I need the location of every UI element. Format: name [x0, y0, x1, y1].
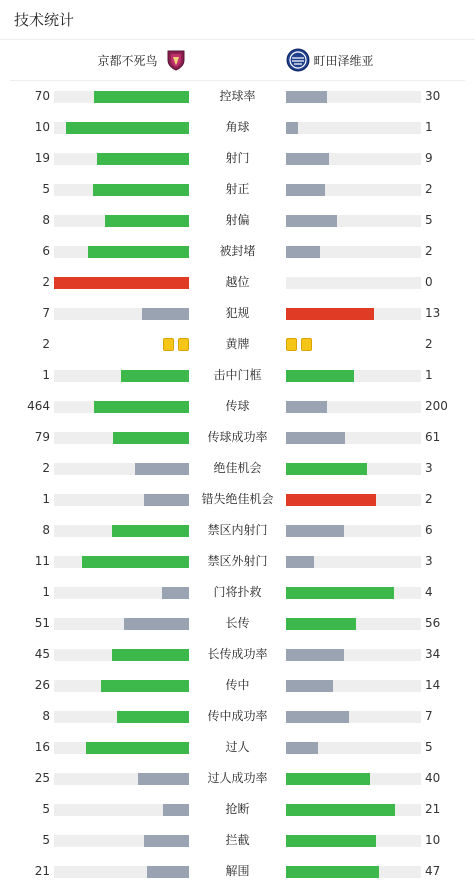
away-stat-value: 61 [425, 430, 441, 444]
home-stat-value: 5 [42, 182, 50, 196]
home-stat-bar-fill [101, 680, 189, 692]
away-stat-value: 56 [425, 616, 441, 630]
away-team [238, 48, 466, 72]
away-stat-bar-fill [286, 835, 376, 847]
home-stat-bar-fill [88, 246, 189, 258]
stat-row [0, 422, 475, 453]
stat-label: 越位 [225, 275, 250, 289]
away-stat-bar-track [286, 525, 421, 537]
stat-label: 传中 [225, 678, 250, 692]
away-stat-bar-fill [286, 122, 298, 134]
home-stat-bar-track [54, 370, 189, 382]
home-stat-bar-fill [124, 618, 189, 630]
home-stat-bar-fill [94, 401, 189, 413]
stat-label: 长传 [225, 616, 250, 630]
stat-label: 解围 [225, 864, 250, 878]
away-yellow-cards [286, 338, 312, 351]
home-stat-bar-fill [144, 835, 189, 847]
away-stat-value: 5 [425, 213, 433, 227]
home-stat-bar-track [54, 711, 189, 723]
teams-row [10, 40, 465, 81]
home-stat-value: 5 [42, 833, 50, 847]
away-stat-bar-track [286, 401, 421, 413]
away-stat-value: 1 [425, 368, 433, 382]
home-stat-bar-fill [142, 308, 189, 320]
stat-row [0, 298, 475, 329]
home-stat-value: 51 [34, 616, 50, 630]
away-stat-value: 14 [425, 678, 441, 692]
home-stat-value: 464 [27, 399, 50, 413]
yellow-card-icon [178, 338, 189, 351]
home-stat-bar-fill [105, 215, 189, 227]
home-stat-bar-track [54, 587, 189, 599]
away-stat-value: 2 [425, 492, 433, 506]
away-stat-bar-fill [286, 742, 318, 754]
stat-row [0, 825, 475, 856]
home-stat-value: 6 [42, 244, 50, 258]
home-stat-bar-track [54, 91, 189, 103]
home-stat-bar-fill [93, 184, 189, 196]
home-stat-value: 8 [42, 523, 50, 537]
away-stat-bar-fill [286, 153, 329, 165]
home-stat-bar-fill [66, 122, 189, 134]
away-stat-bar-track [286, 804, 421, 816]
home-stat-bar-fill [54, 277, 189, 289]
stat-row [0, 670, 475, 701]
home-stat-bar-fill [113, 432, 189, 444]
stat-label: 传中成功率 [207, 709, 268, 723]
stat-row [0, 453, 475, 484]
stat-row [0, 81, 475, 112]
away-stat-value: 1 [425, 120, 433, 134]
home-stat-value: 5 [42, 802, 50, 816]
home-stat-bar-track [54, 401, 189, 413]
home-stat-value: 11 [34, 554, 50, 568]
home-stat-bar-track [54, 525, 189, 537]
stat-row [0, 794, 475, 825]
home-stat-bar-fill [144, 494, 189, 506]
away-stat-value: 4 [425, 585, 433, 599]
home-stat-bar-track [54, 122, 189, 134]
away-stat-bar-fill [286, 618, 356, 630]
away-stat-value: 2 [425, 244, 433, 258]
away-stat-bar-track [286, 711, 421, 723]
home-stat-value: 26 [34, 678, 50, 692]
away-stat-value: 5 [425, 740, 433, 754]
away-stat-bar-track [286, 618, 421, 630]
away-stat-value: 2 [425, 337, 433, 351]
home-stat-bar-fill [162, 587, 189, 599]
home-team-name: 京都不死鸟 [97, 53, 158, 68]
away-stat-bar-fill [286, 432, 345, 444]
home-stat-bar-fill [147, 866, 189, 878]
stat-label: 射偏 [225, 213, 250, 227]
away-stat-bar-track [286, 680, 421, 692]
away-stat-bar-fill [286, 401, 327, 413]
away-stat-bar-track [286, 246, 421, 258]
away-stat-bar-track [286, 215, 421, 227]
away-stat-bar-track [286, 277, 421, 289]
stat-row [0, 112, 475, 143]
home-stat-bar-track [54, 432, 189, 444]
away-stat-bar-fill [286, 91, 327, 103]
stat-label: 过人成功率 [207, 771, 268, 785]
away-stat-bar-track [286, 432, 421, 444]
away-stat-bar-fill [286, 804, 395, 816]
home-stat-bar-track [54, 618, 189, 630]
away-stat-value: 2 [425, 182, 433, 196]
away-stat-bar-fill [286, 866, 379, 878]
home-stat-value: 2 [42, 461, 50, 475]
stat-label: 错失绝佳机会 [201, 492, 274, 506]
home-stat-bar-track [54, 866, 189, 878]
stat-label: 拦截 [225, 833, 250, 847]
home-stat-bar-track [54, 153, 189, 165]
stat-label: 禁区外射门 [207, 554, 268, 568]
home-stat-bar-track [54, 680, 189, 692]
away-stat-bar-track [286, 587, 421, 599]
away-stat-value: 40 [425, 771, 441, 785]
away-stat-bar-track [286, 649, 421, 661]
home-stat-value: 8 [42, 213, 50, 227]
home-stat-value: 21 [34, 864, 50, 878]
home-stat-bar-track [54, 277, 189, 289]
home-stat-value: 25 [34, 771, 50, 785]
away-stat-bar-track [286, 556, 421, 568]
stat-row [0, 856, 475, 887]
away-stat-value: 3 [425, 554, 433, 568]
home-stat-bar-track [54, 773, 189, 785]
stat-row [0, 515, 475, 546]
home-stat-bar-fill [121, 370, 189, 382]
stat-label: 角球 [225, 120, 250, 134]
home-stat-bar-fill [82, 556, 189, 568]
away-stat-bar-track [286, 122, 421, 134]
home-stat-bar-track [54, 556, 189, 568]
home-stat-value: 2 [42, 337, 50, 351]
away-stat-bar-fill [286, 370, 354, 382]
home-yellow-cards [163, 338, 189, 351]
home-team [10, 48, 238, 72]
away-stat-bar-fill [286, 494, 376, 506]
away-stat-bar-track [286, 494, 421, 506]
home-stat-value: 10 [34, 120, 50, 134]
stat-label: 击中门框 [213, 368, 262, 382]
home-stat-bar-fill [112, 525, 189, 537]
away-stat-value: 13 [425, 306, 441, 320]
away-stat-value: 6 [425, 523, 433, 537]
away-stat-value: 10 [425, 833, 441, 847]
stat-label: 抢断 [225, 802, 250, 816]
away-stat-bar-track [286, 153, 421, 165]
home-stat-bar-track [54, 184, 189, 196]
stat-label: 过人 [225, 740, 250, 754]
stat-row [0, 205, 475, 236]
away-stat-bar-track [286, 742, 421, 754]
stat-row [0, 174, 475, 205]
away-stat-bar-fill [286, 556, 314, 568]
stat-row [0, 701, 475, 732]
yellow-card-icon [301, 338, 312, 351]
away-stat-bar-fill [286, 308, 374, 320]
home-stat-bar-fill [135, 463, 189, 475]
home-stat-bar-track [54, 494, 189, 506]
home-stat-value: 45 [34, 647, 50, 661]
stat-label: 射正 [225, 182, 250, 196]
section-title: 技术统计 [14, 11, 75, 29]
stat-row [0, 546, 475, 577]
stat-row [0, 236, 475, 267]
home-stat-bar-fill [112, 649, 189, 661]
home-stat-bar-track [54, 246, 189, 258]
home-stat-bar-fill [117, 711, 189, 723]
home-stat-bar-fill [138, 773, 189, 785]
home-stat-value: 7 [42, 306, 50, 320]
stat-label: 射门 [225, 151, 250, 165]
stat-row [0, 732, 475, 763]
home-stat-value: 79 [34, 430, 50, 444]
home-stat-bar-fill [163, 804, 189, 816]
away-stat-value: 3 [425, 461, 433, 475]
home-stat-bar-track [54, 215, 189, 227]
home-stat-value: 1 [42, 585, 50, 599]
section-header [0, 0, 475, 40]
away-stat-value: 30 [425, 89, 441, 103]
home-stat-value: 70 [34, 89, 50, 103]
home-stat-bar-track [54, 742, 189, 754]
away-stat-bar-track [286, 463, 421, 475]
away-stat-value: 7 [425, 709, 433, 723]
home-stat-bar-track [54, 804, 189, 816]
away-stat-bar-fill [286, 184, 325, 196]
away-stat-bar-fill [286, 246, 320, 258]
home-stat-value: 16 [34, 740, 50, 754]
away-stat-bar-track [286, 184, 421, 196]
away-stat-value: 34 [425, 647, 441, 661]
stat-label: 长传成功率 [207, 647, 268, 661]
stat-label: 犯规 [225, 306, 250, 320]
away-stat-bar-track [286, 370, 421, 382]
away-stat-bar-fill [286, 587, 394, 599]
home-stat-bar-fill [97, 153, 189, 165]
home-stat-bar-track [54, 649, 189, 661]
away-stat-bar-track [286, 866, 421, 878]
stat-row [0, 484, 475, 515]
home-stat-bar-fill [94, 91, 189, 103]
away-stat-bar-track [286, 773, 421, 785]
stat-label: 传球成功率 [207, 430, 268, 444]
home-stat-value: 2 [42, 275, 50, 289]
away-stat-value: 21 [425, 802, 441, 816]
away-stat-value: 200 [425, 399, 448, 413]
stat-row [0, 143, 475, 174]
away-stat-value: 0 [425, 275, 433, 289]
away-stat-value: 47 [425, 864, 441, 878]
stat-label: 禁区内射门 [207, 523, 268, 537]
stat-label: 黄牌 [225, 337, 250, 351]
home-stat-value: 8 [42, 709, 50, 723]
stat-row [0, 391, 475, 422]
stat-label: 门将扑救 [213, 585, 262, 599]
away-stat-bar-track [286, 835, 421, 847]
home-stat-value: 1 [42, 492, 50, 506]
away-stat-bar-fill [286, 773, 370, 785]
yellow-card-icon [163, 338, 174, 351]
away-stat-bar-fill [286, 711, 349, 723]
home-stat-bar-track [54, 308, 189, 320]
stat-row [0, 329, 475, 360]
stat-row [0, 577, 475, 608]
home-team-crest-icon [164, 48, 188, 72]
away-team-name: 町田泽维亚 [313, 53, 374, 68]
home-stat-bar-fill [86, 742, 189, 754]
stat-label: 绝佳机会 [213, 461, 262, 475]
away-stat-bar-track [286, 91, 421, 103]
stat-row [0, 763, 475, 794]
away-stat-value: 9 [425, 151, 433, 165]
stat-label: 被封堵 [219, 244, 256, 258]
away-stat-bar-fill [286, 215, 337, 227]
away-stat-bar-track [286, 308, 421, 320]
home-stat-value: 19 [34, 151, 50, 165]
stat-label: 控球率 [219, 89, 256, 103]
stat-row [0, 360, 475, 391]
away-stat-bar-fill [286, 525, 344, 537]
yellow-card-icon [286, 338, 297, 351]
stat-row [0, 639, 475, 670]
away-stat-bar-fill [286, 680, 333, 692]
home-stat-bar-track [54, 835, 189, 847]
stat-label: 传球 [225, 399, 250, 413]
stat-row [0, 267, 475, 298]
home-stat-value: 1 [42, 368, 50, 382]
away-stat-bar-fill [286, 649, 344, 661]
stat-row [0, 608, 475, 639]
away-team-crest-icon [286, 48, 310, 72]
away-stat-bar-fill [286, 463, 367, 475]
home-stat-bar-track [54, 463, 189, 475]
